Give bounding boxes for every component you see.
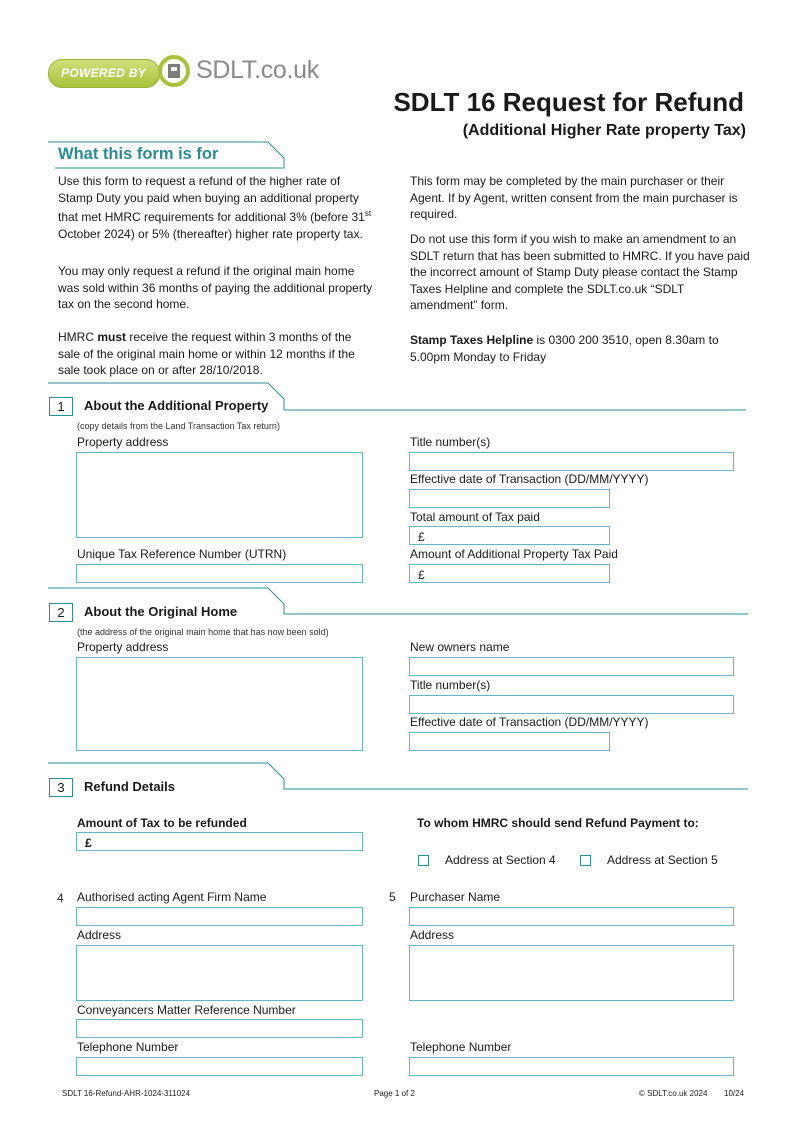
section1-additional-tax-label: Amount of Additional Property Tax Paid bbox=[410, 547, 618, 561]
form-title: SDLT 16 Request for Refund bbox=[393, 87, 744, 117]
section1-property-address-label: Property address bbox=[77, 435, 169, 449]
section1-number: 1 bbox=[49, 397, 73, 416]
section1-additional-tax-field[interactable] bbox=[409, 564, 610, 583]
section1-utrn-field[interactable] bbox=[76, 564, 363, 583]
footer-page-number: Page 1 of 2 bbox=[374, 1089, 415, 1098]
section1-title-numbers-field[interactable] bbox=[409, 452, 734, 471]
section2-effective-date-field[interactable] bbox=[409, 732, 610, 751]
intro-right-paragraph-3: Stamp Taxes Helpline is 0300 200 3510, open 8.30am to 5.00pm Monday to Friday bbox=[410, 333, 719, 364]
agent-telephone-field[interactable] bbox=[76, 1057, 363, 1076]
currency-prefix: £ bbox=[418, 530, 425, 544]
section2-number: 2 bbox=[49, 603, 73, 622]
section2-title: About the Original Home bbox=[84, 604, 238, 619]
agent-address-label: Address bbox=[77, 928, 122, 942]
section2-note: (the address of the original main home that has now been sold) bbox=[77, 627, 329, 637]
section1-title: About the Additional Property bbox=[84, 398, 269, 413]
section4-address-option-label: Address at Section 4 bbox=[445, 853, 556, 867]
intro-right-paragraph-2: Do not use this form if you wish to make an amendment to an SDLT return that has been submitted to HMRC. If you have paid the incorrect amount of Stamp Duty please contact the Stamp Taxes Helpline and complete the SDLT.co.uk “SDLT amendment” form. bbox=[410, 232, 750, 312]
section1-effective-date-field[interactable] bbox=[409, 489, 610, 508]
footer-version: 10/24 bbox=[724, 1089, 745, 1098]
section1-effective-date-label: Effective date of Transaction (DD/MM/YYYY) bbox=[410, 472, 649, 486]
section1-property-address-field[interactable] bbox=[76, 452, 363, 538]
section5-address-option-label: Address at Section 5 bbox=[607, 853, 718, 867]
section4-number: 4 bbox=[57, 891, 64, 905]
agent-address-field[interactable] bbox=[76, 945, 363, 1001]
intro-left-paragraph-3: HMRC must receive the request within 3 months of the sale of the original main home or within 12 months if the sale took place on or after 28/10/2018. bbox=[58, 330, 355, 377]
section1-title-numbers-label: Title number(s) bbox=[410, 435, 491, 449]
intro-left-paragraph-2: You may only request a refund if the original main home was sold within 36 months of paying the additional property tax on the second home. bbox=[58, 264, 373, 311]
section3-title: Refund Details bbox=[84, 779, 176, 794]
section1-total-tax-field[interactable] bbox=[409, 526, 610, 545]
section2-property-address-label: Property address bbox=[77, 640, 169, 654]
purchaser-telephone-label: Telephone Number bbox=[410, 1040, 512, 1054]
refund-send-to-label: To whom HMRC should send Refund Payment to: bbox=[417, 816, 699, 830]
section2-property-address-field[interactable] bbox=[76, 657, 363, 751]
form-subtitle: (Additional Higher Rate property Tax) bbox=[462, 122, 746, 139]
section5-number: 5 bbox=[389, 890, 396, 904]
purchaser-telephone-field[interactable] bbox=[409, 1057, 734, 1076]
section5-address-checkbox[interactable] bbox=[580, 855, 591, 866]
purchaser-address-label: Address bbox=[410, 928, 455, 942]
brand-name: SDLT.co.uk bbox=[196, 56, 319, 84]
section2-new-owners-label: New owners name bbox=[410, 640, 510, 654]
purchaser-name-label: Purchaser Name bbox=[410, 890, 501, 904]
section4-address-checkbox[interactable] bbox=[418, 855, 429, 866]
sdlt-logo-icon bbox=[157, 54, 191, 88]
agent-firm-name-field[interactable] bbox=[76, 907, 363, 926]
intro-heading: What this form is for bbox=[58, 145, 219, 163]
refund-amount-field[interactable] bbox=[76, 832, 363, 851]
agent-telephone-label: Telephone Number bbox=[77, 1040, 179, 1054]
section2-title-numbers-label: Title number(s) bbox=[410, 678, 491, 692]
section2-effective-date-label: Effective date of Transaction (DD/MM/YYYY) bbox=[410, 715, 649, 729]
section2-new-owners-field[interactable] bbox=[409, 657, 734, 676]
purchaser-name-field[interactable] bbox=[409, 907, 734, 926]
purchaser-address-field[interactable] bbox=[409, 945, 734, 1001]
footer-copyright: © SDLT.co.uk 2024 bbox=[639, 1089, 708, 1098]
section1-total-tax-label: Total amount of Tax paid bbox=[410, 510, 540, 524]
currency-prefix: £ bbox=[85, 836, 92, 850]
agent-firm-name-label: Authorised acting Agent Firm Name bbox=[77, 890, 267, 904]
section3-number: 3 bbox=[49, 778, 73, 797]
refund-amount-label: Amount of Tax to be refunded bbox=[77, 816, 247, 830]
section1-utrn-label: Unique Tax Reference Number (UTRN) bbox=[77, 547, 287, 561]
matter-reference-field[interactable] bbox=[76, 1019, 363, 1038]
intro-right-paragraph-1: This form may be completed by the main purchaser or their Agent. If by Agent, written consent from the main purchaser is required. bbox=[410, 174, 738, 221]
section1-note: (copy details from the Land Transaction Tax return) bbox=[77, 421, 280, 431]
matter-reference-label: Conveyancers Matter Reference Number bbox=[77, 1003, 296, 1017]
section2-title-numbers-field[interactable] bbox=[409, 695, 734, 714]
footer-form-code: SDLT 16-Refund-AHR-1024-311024 bbox=[62, 1089, 191, 1098]
intro-left-paragraph-1: Use this form to request a refund of the higher rate of Stamp Duty you paid when buying an additional property that met HMRC requirements for additional 3% (before 31st October 2024) or 5% (thereafter) higher rate property tax. bbox=[58, 174, 372, 241]
powered-by-badge: POWERED BY bbox=[48, 59, 160, 88]
currency-prefix: £ bbox=[418, 568, 425, 582]
